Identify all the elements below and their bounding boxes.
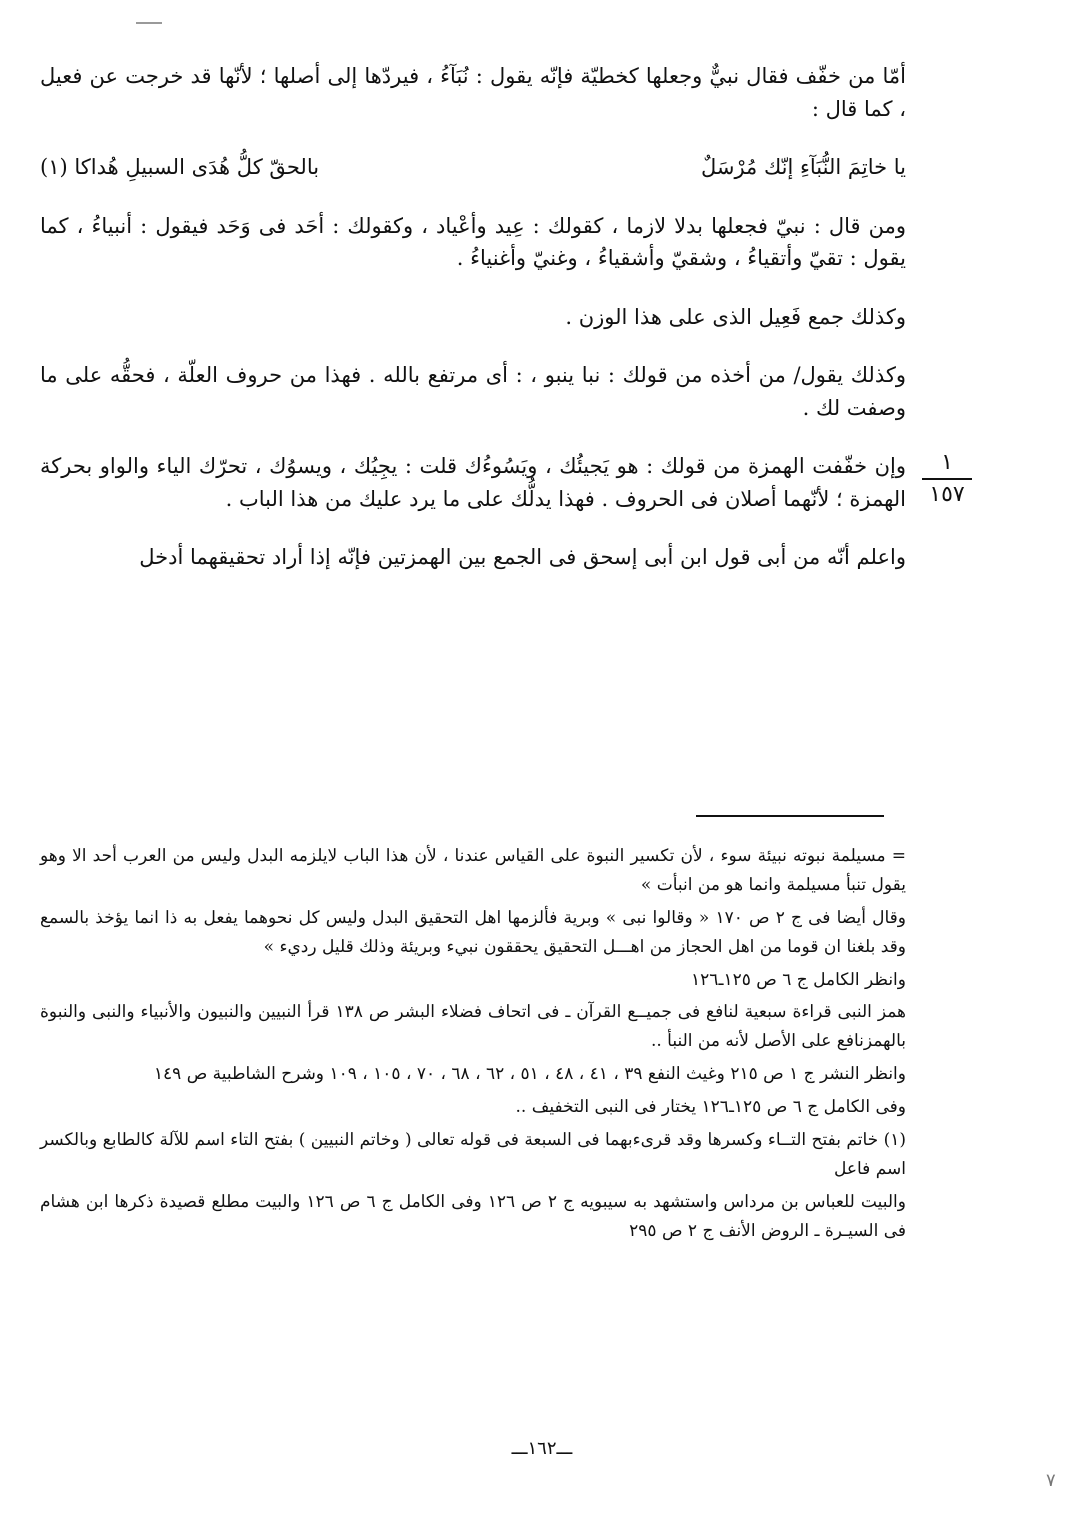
footnote-divider [696, 815, 884, 817]
poem-hemistich-first: يا خاتِمَ النُّبَآءِ إنّك مُرْسَلٌ [700, 155, 906, 180]
footnote-1: = مسيلمة نبوته نبيئة سوء ، لأن تكسير النبوة على القياس عندنا ، لأن هذا الباب لايلزمه البدل وليس من العرب أحد الا وهو يقول تنبأ مسيلمة وانما هو من انبأت » [40, 846, 906, 895]
poem-hemistich-second: بالحقّ كلُّ هُدَى السبيلِ هُداكا (١) [40, 155, 320, 180]
footnotes-block [40, 842, 906, 1250]
footnote-6: وفى الكامل ج ٦ ص ١٢٥ـ١٢٦ يختار فى النبى التخفيف .. [515, 1097, 906, 1118]
margin-page-number: ١٥٧ [929, 482, 965, 508]
stray-pen-mark: ٧ [1046, 1470, 1056, 1491]
margin-volume-number: ١ [922, 450, 972, 480]
paragraph-4: وكذلك يقول/ من أخذه من قولك : نبا ينبو ، : أى مرتفع بالله . فهذا من حروف العلّة ، فحقُّه على ما وصفت لك . [40, 363, 906, 420]
poem-verse [40, 151, 906, 184]
paragraph-6: واعلم أنّه من أبى قول ابن أبى إسحق فى الجمع بين الهمزتين فإنّه إذا أراد تحقيقهما أدخل [139, 545, 906, 570]
footnote-7: (١) خاتم بفتح التــاء وكسرها وقد قرىءبهما فى السبعة فى قوله تعالى ( وخاتم النبيين ) بفتح التاء اسم للآلة كالطابع وبالكسر اسم فاعل [40, 1130, 906, 1179]
margin-page-reference [922, 450, 972, 509]
footnote-3: وانظر الكامل ج ٦ ص ١٢٥ـ١٢٦ [691, 969, 906, 990]
paragraph-3: وكذلك جمع فَعِيل الذى على هذا الوزن . [565, 304, 906, 329]
footnote-8: والبيت للعباس بن مرداس واستشهد به سيبويه ج ٢ ص ١٢٦ وفى الكامل ج ٦ ص ١٢٦ والبيت مطلع قصيدة ذكرها ابن هشام فى السيـرة ـ الروض الأنف ج ٢ ص ٢٩٥ [40, 1191, 906, 1241]
paragraph-1: أمّا من خفّف فقال نبيٌّ وجعلها كخطيّة فإنّه يقول : نُبَآءُ ، فيردّها إلى أصلها ؛ لأنّها قد خرجت عن فعيل ، كما قال : [40, 64, 906, 121]
paragraph-2: ومن قال : نبيّ فجعلها بدلا لازما ، كقولك : عِيد وأعْياد ، وكقولك : أحَد فى وَحَد فيقول : أنبياءُ ، كما يقول : تقيّ وأتقياءُ ، وشقيّ وأشقياءُ ، وغنيّ وأغنياءُ . [40, 213, 906, 271]
main-text-block [40, 60, 906, 600]
footnote-5: وانظر النشر ج ١ ص ٢١٥ وغيث النفع ٣٩ ، ٤١ ، ٤٨ ، ٥١ ، ٦٢ ، ٦٨ ، ٧٠ ، ١٠٥ ، ١٠٩ وشرح الشاطبية ص ١٤٩ [153, 1064, 906, 1085]
scan-mark [136, 22, 162, 24]
footnote-2: وقال أيضا فى ج ٢ ص ١٧٠ « وقالوا نبى » وبرية فألزمها اهل التحقيق البدل وليس كل نحوهما يفعل به ذا انما يؤخذ بالسمع وقد بلغنا ان قوما من اهل الحجاز من اهـــل التحقيق يحققون نبيء وبريئة وذلك قليل رديء » [40, 907, 906, 957]
paragraph-5: وإن خفّفت الهمزة من قولك : هو يَجيئُك ، ويَسُوءُك قلت : يجِيُك ، ويسوُك ، تحرّك الياء والواو بحركة الهمزة ؛ لأنّهما أصلان فى الحروف . فهذا يدلُّك على ما يرد عليك من هذا الباب . [40, 454, 906, 511]
footnote-4: همز النبى قراءة سبعية لنافع فى جميــع القرآن ـ فى اتحاف فضلاء البشر ص ١٣٨ قرأ النبيين والنبيون والأنبياء والنبى والنبوة بالهمزنافع على الأصل لأنه من النبأ .. [40, 1002, 907, 1052]
page-number: ـــ١٦٢ـــ [511, 1438, 573, 1459]
